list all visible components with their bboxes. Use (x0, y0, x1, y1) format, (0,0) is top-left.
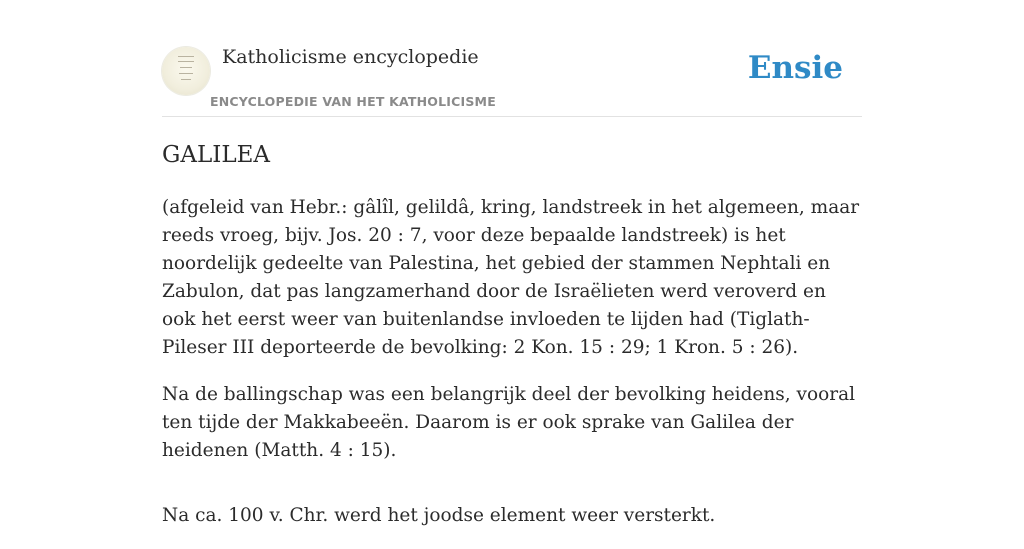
article-paragraph: (afgeleid van Hebr.: gâlîl, gelildâ, kring, landstreek in het algemeen, maar reeds vroeg, bijv. Jos. 20 : 7, voor deze bepaalde landstreek) is het noordelijk gedeelte van Palestina, het gebied der stammen Nephtali en Zabulon, dat pas langzamerhand door de Israëlieten werd veroverd en ook het eerst weer van buitenlandse invloeden te lijden had (Tiglath-Pileser III deporteerde de bevolking: 2 Kon. 15 : 29; 1 Kron. 5 : 26). (162, 197, 860, 358)
article (162, 140, 862, 549)
brand-logo-link[interactable]: Ensie (747, 50, 843, 86)
site-title[interactable]: Katholicisme encyclopedie (222, 46, 479, 68)
site-subtitle: ENCYCLOPEDIE VAN HET KATHOLICISME (210, 94, 496, 109)
cover-line (178, 61, 194, 62)
cover-line (181, 79, 191, 80)
cover-line (180, 67, 192, 68)
article-paragraph: Na ca. 100 v. Chr. werd het joodse element weer versterkt. (162, 505, 716, 526)
article-title: GALILEA (162, 142, 271, 168)
article-paragraph: Na de ballingschap was een belangrijk deel der bevolking heidens, vooral ten tijde der Makkabeeën. Daarom is er ook sprake van Galilea der heidenen (Matth. 4 : 15). (162, 384, 856, 461)
book-cover-icon[interactable] (162, 47, 210, 95)
cover-line (179, 73, 193, 74)
cover-line (178, 56, 194, 57)
site-header (162, 0, 862, 117)
